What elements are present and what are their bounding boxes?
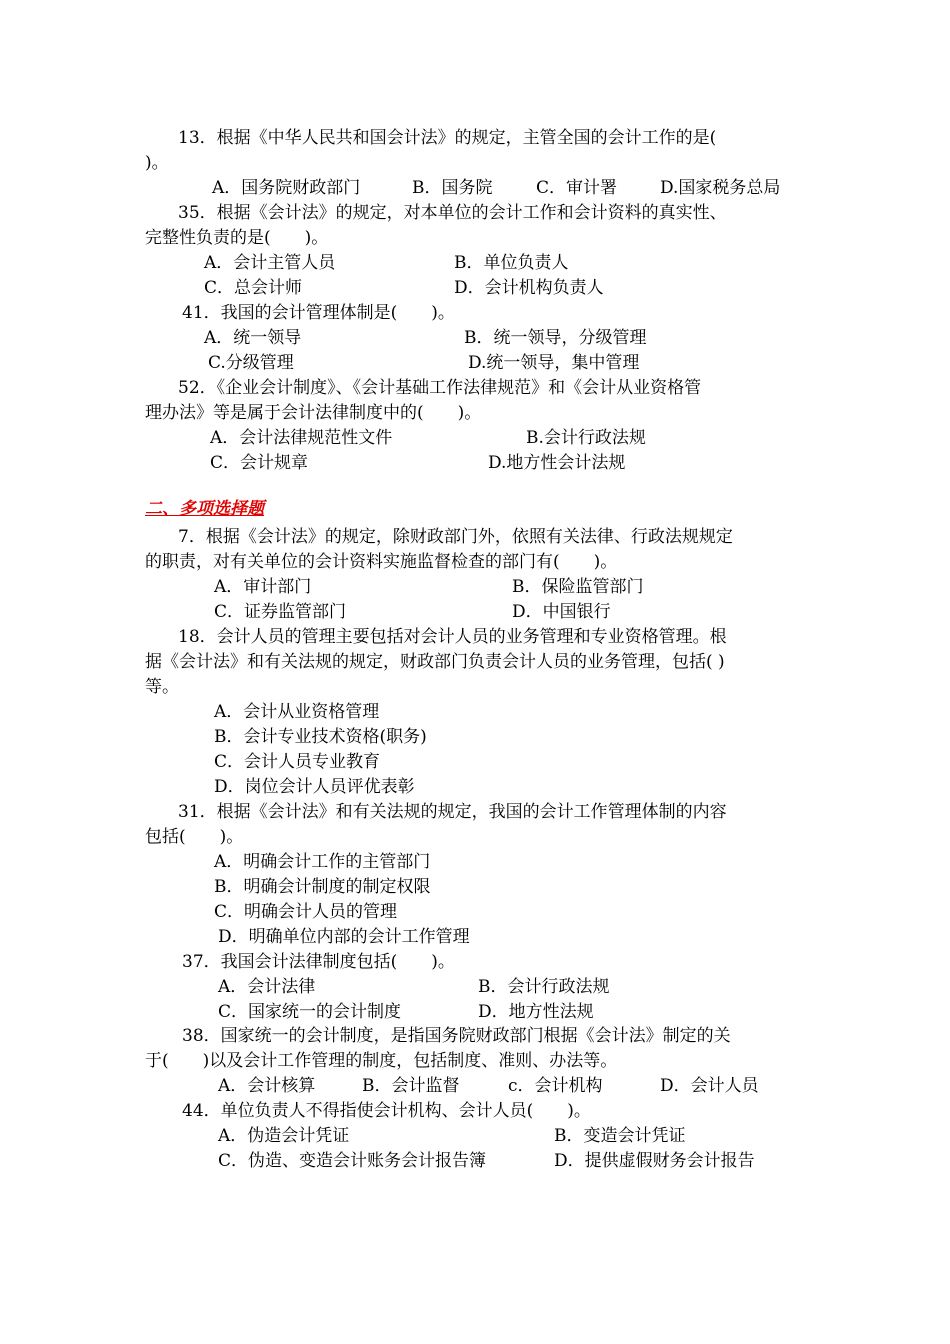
question-m18-option-d: D．岗位会计人员评优表彰 (214, 777, 415, 797)
question-m38-stem-line-2: 于( )以及会计工作管理的制度，包括制度、准则、办法等。 (145, 1051, 618, 1071)
question-m7-stem-line-1: 7．根据《会计法》的规定，除财政部门外，依照有关法律、行政法规规定 (178, 527, 733, 547)
question-m31-stem-line-2: 包括( )。 (145, 827, 244, 847)
question-m31-option-c: C．明确会计人员的管理 (214, 902, 398, 922)
question-m18-stem-line-2: 据《会计法》和有关法规的规定，财政部门负责会计人员的业务管理，包括( ) (145, 652, 725, 672)
question-m38-stem-line-1: 38．国家统一的会计制度，是指国务院财政部门根据《会计法》制定的关 (182, 1026, 731, 1046)
question-13-stem-line-2: )。 (145, 153, 169, 173)
question-m44-option-c: C．伪造、变造会计账务会计报告簿 (218, 1151, 487, 1171)
question-35-option-c: C．总会计师 (204, 278, 303, 298)
question-41-option-c: C.分级管理 (208, 353, 294, 373)
question-35-option-d: D．会计机构负责人 (454, 278, 604, 298)
question-35-stem-line-1: 35．根据《会计法》的规定，对本单位的会计工作和会计资料的真实性、 (178, 203, 727, 223)
question-35-option-b: B．单位负责人 (454, 253, 569, 273)
question-m18-option-b: B．会计专业技术资格(职务) (214, 727, 427, 747)
question-m44-option-a: A．伪造会计凭证 (218, 1126, 350, 1146)
question-52-option-a: A．会计法律规范性文件 (210, 428, 393, 448)
question-m38-option-d: D．会计人员 (660, 1076, 759, 1096)
section-title-multiple-choice: 二、多项选择题 (145, 499, 264, 519)
question-m31-option-a: A．明确会计工作的主管部门 (214, 852, 431, 872)
question-m31-stem-line-1: 31．根据《会计法》和有关法规的规定，我国的会计工作管理体制的内容 (178, 802, 727, 822)
question-m7-option-d: D．中国银行 (512, 602, 611, 622)
question-m31-option-b: B．明确会计制度的制定权限 (214, 877, 431, 897)
question-41-option-a: A．统一领导 (204, 328, 302, 348)
question-52-option-b: B.会计行政法规 (526, 428, 646, 448)
question-41-stem: 41．我国的会计管理体制是( )。 (182, 303, 455, 323)
question-m38-option-b: B．会计监督 (362, 1076, 460, 1096)
question-52-option-d: D.地方性会计法规 (488, 453, 626, 473)
question-m37-option-a: A．会计法律 (218, 977, 316, 997)
question-13-option-b: B．国务院 (412, 178, 493, 198)
question-m7-stem-line-2: 的职责，对有关单位的会计资料实施监督检查的部门有( )。 (145, 552, 618, 572)
question-m31-option-d: D．明确单位内部的会计工作管理 (218, 927, 470, 947)
question-52-stem-line-1: 52．《企业会计制度》、《会计基础工作法律规范》和《会计从业资格管 (178, 378, 702, 398)
question-m37-option-c: C．国家统一的会计制度 (218, 1002, 402, 1022)
question-35-option-a: A．会计主管人员 (204, 253, 336, 273)
question-13-stem-line-1: 13．根据《中华人民共和国会计法》的规定，主管全国的会计工作的是( (178, 128, 717, 148)
question-m38-option-c: c．会计机构 (508, 1076, 603, 1096)
question-35-stem-line-2: 完整性负责的是( )。 (145, 228, 329, 248)
question-m7-option-b: B．保险监管部门 (512, 577, 644, 597)
question-m37-option-d: D．地方性法规 (478, 1002, 594, 1022)
question-m44-option-b: B．变造会计凭证 (554, 1126, 686, 1146)
question-13-option-a: A．国务院财政部门 (212, 178, 361, 198)
question-52-option-c: C．会计规章 (210, 453, 309, 473)
question-m18-option-c: C．会计人员专业教育 (214, 752, 381, 772)
question-13-option-c: C．审计署 (536, 178, 618, 198)
question-m38-option-a: A．会计核算 (218, 1076, 316, 1096)
question-41-option-d: D.统一领导，集中管理 (468, 353, 640, 373)
question-52-stem-line-2: 理办法》等是属于会计法律制度中的( )。 (145, 403, 482, 423)
question-41-option-b: B．统一领导，分级管理 (464, 328, 647, 348)
question-13-option-d: D.国家税务总局 (660, 178, 781, 198)
question-m37-stem: 37．我国会计法律制度包括( )。 (182, 952, 455, 972)
question-m7-option-a: A．审计部门 (214, 577, 312, 597)
question-m44-option-d: D．提供虚假财务会计报告 (554, 1151, 755, 1171)
question-m7-option-c: C．证券监管部门 (214, 602, 347, 622)
question-m18-option-a: A．会计从业资格管理 (214, 702, 380, 722)
question-m37-option-b: B．会计行政法规 (478, 977, 610, 997)
question-m18-stem-line-3: 等。 (145, 677, 179, 697)
question-m18-stem-line-1: 18．会计人员的管理主要包括对会计人员的业务管理和专业资格管理。根 (178, 627, 727, 647)
question-m44-stem: 44．单位负责人不得指使会计机构、会计人员( )。 (182, 1101, 591, 1121)
